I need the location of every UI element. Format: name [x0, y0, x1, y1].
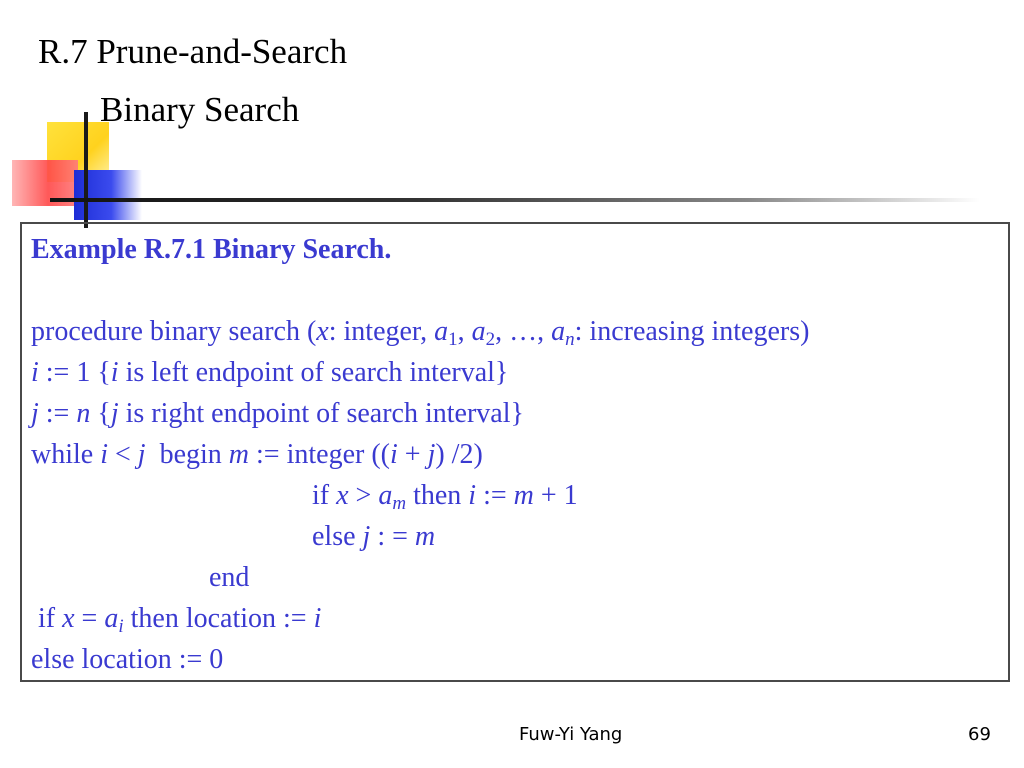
page-number: 69: [968, 724, 991, 745]
j-init-line: j := n {j is right endpoint of search interval}: [31, 398, 524, 429]
decoration-vertical-line: [84, 112, 88, 228]
i-init-line: i := 1 {i is left endpoint of search interval}: [31, 357, 509, 388]
procedure-line: procedure binary search (x: integer, $a_1$, $a_2$, …, $a_n$: increasing integers): [31, 316, 810, 350]
end-line: end: [209, 562, 250, 593]
slide-subtitle: Binary Search: [100, 90, 300, 129]
footer-author: Fuw-Yi Yang: [519, 724, 623, 745]
else-line: else j : = m: [312, 521, 436, 552]
while-line: while i < j begin m := integer ((i + j) /2): [31, 439, 483, 470]
if-then-line: if $x > a_m$ then i := m + 1: [312, 480, 578, 514]
example-heading: Example R.7.1 Binary Search.: [31, 234, 392, 265]
slide-title: R.7 Prune-and-Search: [38, 32, 348, 71]
if-location-line: if $x = a_i$ then location := i: [38, 603, 322, 637]
decoration-horizontal-rule: [50, 198, 980, 202]
else-location-line: else location := 0: [31, 644, 224, 675]
